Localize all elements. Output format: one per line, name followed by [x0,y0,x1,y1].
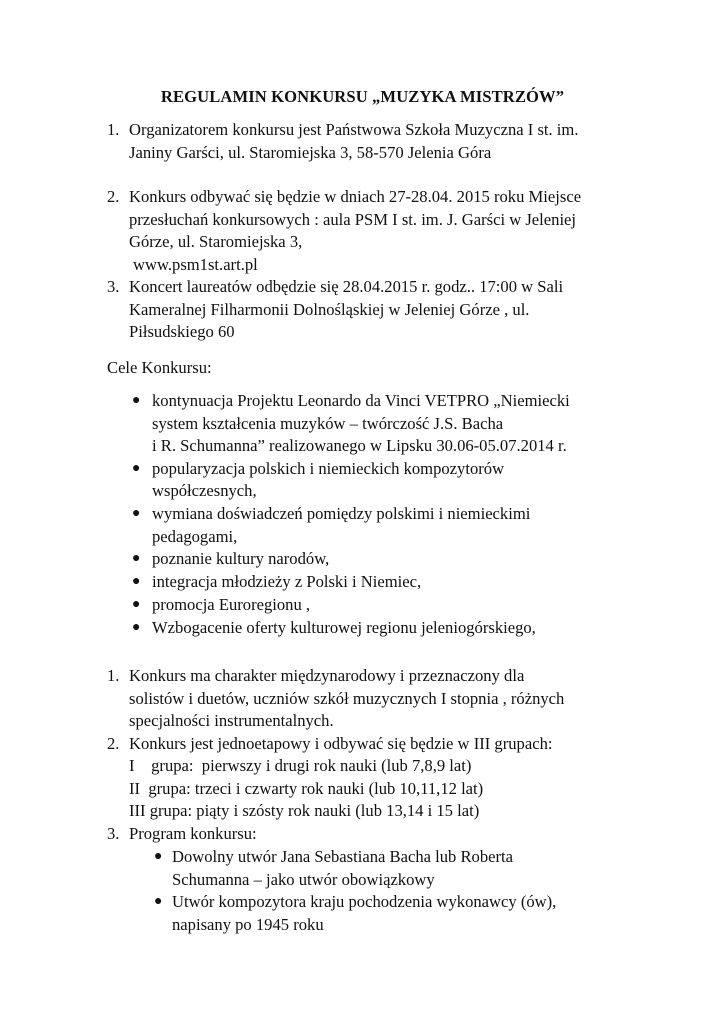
goals-list [130,390,670,640]
list-item [130,571,670,594]
item-number: 1. [107,666,120,685]
item-line: promocja Euroregionu , [152,594,311,614]
item-line: Piłsudskiego 60 [129,322,235,341]
list-item [107,733,667,823]
item-line: integracja młodzieży z Polski i Niemiec, [152,572,422,592]
list-item [107,186,667,276]
bullet-icon: ● [132,574,141,590]
item-line: Konkurs ma charakter międzynarodowy i przeznaczony dla [129,666,525,685]
item-number: 2. [107,187,120,206]
list-item [130,548,670,571]
list-item [130,617,670,640]
bullet-icon: ● [132,551,141,567]
item-number: 1. [107,120,120,139]
item-line: napisany po 1945 roku [172,914,324,934]
item-line: system kształcenia muzyków – twórczość J.S. Bacha [152,413,504,433]
organization-list [107,119,667,164]
item-line: specjalności instrumentalnych. [129,711,334,730]
list-item [152,891,672,936]
list-item [152,846,672,891]
group-line: II grupa: trzeci i czwarty rok nauki (lub 10,11,12 lat) [129,778,484,798]
item-line: pedagogami, [152,526,238,546]
bullet-icon: ● [132,460,141,476]
item-line: Koncert laureatów odbędzie się 28.04.2015 r. godz.. 17:00 w Sali [129,277,564,296]
document-title: REGULAMIN KONKURSU „MUZYKA MISTRZÓW” [160,87,565,106]
item-line: Wzbogacenie oferty kulturowej regionu jeleniogórskiego, [152,617,536,637]
item-line: i R. Schumanna” realizowanego w Lipsku 30.06-05.07.2014 r. [152,436,567,455]
website-link[interactable]: www.psm1st.art.pl [133,254,258,274]
bullet-icon: ● [154,894,163,910]
item-line: Kameralnej Filharmonii Dolnośląskiej w Jeleniej Górze , ul. [129,299,530,319]
list-item [107,823,667,846]
item-line: Konkurs jest jednoetapowy i odbywać się będzie w III grupach: [129,733,553,753]
group-line: I grupa: pierwszy i drugi rok nauki (lub 7,8,9 lat) [129,756,472,775]
item-line: przesłuchań konkursowych : aula PSM I st. im. J. Garści w Jeleniej [129,209,577,229]
list-item [107,119,667,164]
item-line: kontynuacja Projektu Leonardo da Vinci VETPRO „Niemiecki [152,391,570,410]
item-number: 3. [107,277,120,296]
item-line: Utwór kompozytora kraju pochodzenia wykonawcy (ów), [172,892,557,912]
bullet-icon: ● [132,393,141,408]
item-line: współczesnych, [152,481,257,501]
item-line: Janiny Garści, ul. Staromiejska 3, 58-570 Jelenia Góra [129,142,492,162]
bullet-icon: ● [132,506,141,522]
bullet-icon: ● [154,849,163,864]
group-line: III grupa: piąty i szósty rok nauki (lub 13,14 i 15 lat) [129,801,480,820]
item-line: popularyzacja polskich i niemieckich kompozytorów [152,458,505,478]
item-line: wymiana doświadczeń pomiędzy polskimi i niemieckimi [152,504,531,524]
list-item [130,390,670,458]
item-line: Górze, ul. Staromiejska 3, [129,232,303,251]
item-line: Organizatorem konkursu jest Państwowa Szkoła Muzyczna I st. im. [129,120,579,139]
list-item [130,503,670,548]
item-line: Konkurs odbywać się będzie w dniach 27-28.04. 2015 roku Miejsce [129,187,582,206]
item-line: Program konkursu: [129,823,257,843]
item-line: poznanie kultury narodów, [152,549,330,569]
item-number: 2. [107,733,120,753]
goals-heading: Cele Konkursu: [107,358,212,377]
list-item [130,594,670,617]
item-line: Dowolny utwór Jana Sebastiana Bacha lub Roberta [172,847,514,866]
rules-list [107,665,667,845]
organization-list [107,186,667,344]
item-line: Schumanna – jako utwór obowiązkowy [172,869,435,889]
list-item [107,665,667,733]
list-item [130,458,670,503]
list-item [107,276,667,344]
item-number: 3. [107,823,120,843]
bullet-icon: ● [132,619,141,635]
program-list [152,846,672,937]
bullet-icon: ● [132,596,141,612]
item-line: solistów i duetów, uczniów szkół muzycznych I stopnia , różnych [129,688,565,708]
